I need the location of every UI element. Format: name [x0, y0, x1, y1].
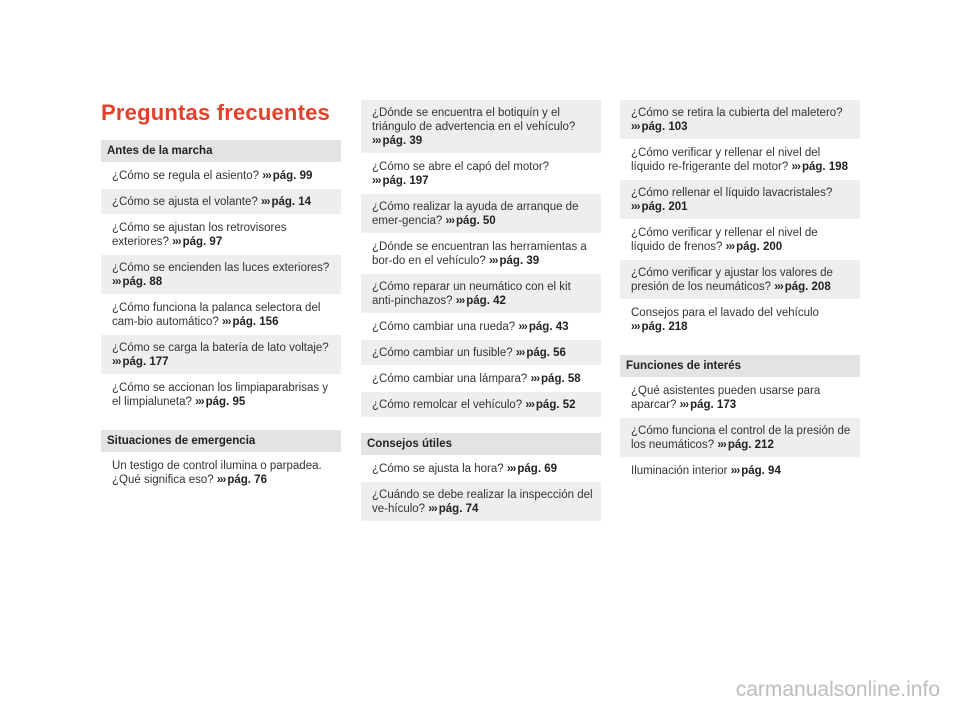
page-reference: pág. 208 — [784, 281, 831, 293]
reference-arrow-icon: ››› — [428, 503, 437, 515]
page-reference-link[interactable] — [195, 396, 245, 408]
faq-section — [361, 100, 601, 417]
faq-item[interactable] — [101, 295, 341, 334]
page-reference-link[interactable] — [372, 175, 429, 187]
faq-section — [101, 140, 341, 414]
page-reference-link[interactable] — [680, 399, 737, 411]
faq-question: ¿Cómo cambiar una lámpara? — [372, 373, 528, 385]
faq-item[interactable] — [361, 340, 601, 365]
page-reference: pág. 173 — [690, 399, 737, 411]
page-reference: pág. 52 — [535, 399, 576, 411]
reference-arrow-icon: ››› — [774, 281, 783, 293]
section-heading: Funciones de interés — [620, 355, 860, 377]
faq-question: ¿Cómo rellenar el líquido lavacristales? — [631, 187, 833, 199]
section-heading: Consejos útiles — [361, 433, 601, 455]
page-reference-link[interactable] — [172, 236, 222, 248]
page-reference: pág. 74 — [438, 503, 479, 515]
reference-arrow-icon: ››› — [679, 399, 689, 411]
faq-question: Consejos para el lavado del vehículo — [631, 307, 819, 319]
faq-item[interactable] — [101, 453, 341, 492]
faq-item[interactable] — [620, 300, 860, 339]
faq-item[interactable] — [361, 482, 601, 521]
faq-question: ¿Cuándo se debe realizar la inspección del ve-hículo? — [372, 489, 593, 515]
faq-question: ¿Dónde se encuentra el botiquín y el triángulo de advertencia en el vehículo? — [372, 107, 576, 133]
faq-question: ¿Cómo cambiar un fusible? — [372, 347, 513, 359]
faq-question: ¿Cómo verificar y rellenar el nivel de líquido de frenos? — [631, 227, 818, 253]
faq-question: ¿Cómo verificar y rellenar el nivel del líquido re-frigerante del motor? — [631, 147, 821, 173]
faq-item[interactable] — [361, 456, 601, 481]
page-reference: pág. 50 — [456, 215, 496, 227]
page-reference-link[interactable] — [112, 356, 169, 368]
faq-section — [101, 430, 341, 492]
faq-item[interactable] — [620, 220, 860, 259]
reference-arrow-icon: ››› — [195, 396, 204, 408]
page-reference: pág. 201 — [641, 201, 688, 213]
reference-arrow-icon: ››› — [791, 161, 800, 173]
page-reference-link[interactable] — [217, 474, 267, 486]
reference-arrow-icon: ››› — [631, 201, 640, 213]
reference-arrow-icon: ››› — [515, 347, 525, 359]
reference-arrow-icon: ››› — [172, 236, 181, 248]
faq-question: ¿Qué asistentes pueden usarse para aparcar? — [631, 385, 821, 411]
page-reference: pág. 200 — [736, 241, 783, 253]
faq-question: ¿Dónde se encuentran las herramientas a bor-do en el vehículo? — [372, 241, 587, 267]
reference-arrow-icon: ››› — [372, 175, 381, 187]
reference-arrow-icon: ››› — [216, 474, 226, 486]
page-reference: pág. 97 — [182, 236, 223, 248]
page-reference: pág. 39 — [499, 255, 540, 267]
faq-section — [361, 433, 601, 521]
reference-arrow-icon: ››› — [372, 135, 381, 147]
faq-item[interactable] — [361, 392, 601, 417]
faq-item[interactable] — [361, 366, 601, 391]
reference-arrow-icon: ››› — [489, 255, 498, 267]
page-reference-link[interactable] — [456, 295, 506, 307]
section-heading: Situaciones de emergencia — [101, 430, 341, 452]
faq-question: ¿Cómo se accionan los limpiaparabrisas y el limpialuneta? — [112, 382, 329, 408]
page-reference: pág. 94 — [741, 465, 781, 477]
page-reference: pág. 88 — [122, 276, 163, 288]
page-reference: pág. 218 — [641, 321, 688, 333]
faq-item[interactable] — [101, 255, 341, 294]
faq-question: ¿Cómo funciona la palanca selectora del cam-bio automático? — [112, 302, 321, 328]
page-reference: pág. 76 — [227, 474, 267, 486]
page-reference-link[interactable] — [112, 276, 162, 288]
faq-question: ¿Cómo se regula el asiento? — [112, 170, 260, 182]
faq-column-1 — [101, 140, 341, 508]
reference-arrow-icon: ››› — [717, 439, 726, 451]
reference-arrow-icon: ››› — [525, 399, 534, 411]
faq-question: ¿Cómo funciona el control de la presión de los neumáticos? — [631, 425, 851, 451]
reference-arrow-icon: ››› — [631, 121, 640, 133]
page-reference-link[interactable] — [717, 439, 774, 451]
faq-question: ¿Cómo se ajusta el volante? — [112, 196, 258, 208]
faq-item[interactable] — [361, 194, 601, 233]
page-reference-link[interactable] — [428, 503, 478, 515]
reference-arrow-icon: ››› — [631, 321, 640, 333]
reference-arrow-icon: ››› — [445, 215, 455, 227]
faq-section — [620, 355, 860, 483]
faq-question: ¿Cómo reparar un neumático con el kit anti-pinchazos? — [372, 281, 571, 307]
page-title: Preguntas frecuentes — [101, 100, 330, 125]
faq-item[interactable] — [620, 418, 860, 457]
faq-item[interactable] — [361, 154, 601, 193]
faq-item[interactable] — [101, 335, 341, 374]
page-reference-link[interactable] — [731, 465, 781, 477]
faq-question: ¿Cómo cambiar una rueda? — [372, 321, 516, 333]
page-reference-link[interactable] — [518, 321, 568, 333]
faq-question: ¿Cómo se ajustan los retrovisores exteriores? — [112, 222, 287, 248]
faq-section — [620, 100, 860, 339]
page-reference-link[interactable] — [507, 463, 557, 475]
page-reference-link[interactable] — [726, 241, 783, 253]
page-reference: pág. 56 — [526, 347, 566, 359]
page-reference: pág. 103 — [641, 121, 688, 133]
reference-arrow-icon: ››› — [506, 463, 516, 475]
faq-question: Iluminación interior — [631, 465, 728, 477]
page-reference: pág. 212 — [727, 439, 774, 451]
watermark: carmanualsonline.info — [735, 678, 940, 701]
faq-question: ¿Cómo se carga la batería de lato voltaje? — [112, 342, 329, 354]
faq-item[interactable] — [361, 234, 601, 273]
page-reference-link[interactable] — [262, 170, 312, 182]
faq-item[interactable] — [361, 274, 601, 313]
page-reference: pág. 95 — [205, 396, 246, 408]
faq-column-3 — [620, 100, 860, 499]
page-reference: pág. 43 — [528, 321, 569, 333]
page-reference-link[interactable] — [446, 215, 496, 227]
page-reference: pág. 69 — [517, 463, 558, 475]
faq-column-2 — [361, 100, 601, 537]
page-reference: pág. 99 — [272, 170, 313, 182]
faq-item[interactable] — [101, 189, 341, 214]
reference-arrow-icon: ››› — [455, 295, 465, 307]
faq-question: ¿Cómo realizar la ayuda de arranque de emer-gencia? — [372, 201, 579, 227]
page-reference: pág. 42 — [466, 295, 506, 307]
page-reference-link[interactable] — [516, 347, 566, 359]
faq-question: ¿Cómo se encienden las luces exteriores? — [112, 262, 330, 274]
page-reference-link[interactable] — [261, 196, 311, 208]
page-reference-link[interactable] — [631, 121, 688, 133]
page-reference: pág. 197 — [382, 175, 429, 187]
page-reference-link[interactable] — [222, 316, 279, 328]
faq-item[interactable] — [620, 100, 860, 139]
page-reference-link[interactable] — [791, 161, 848, 173]
reference-arrow-icon: ››› — [260, 196, 270, 208]
reference-arrow-icon: ››› — [221, 316, 231, 328]
page-reference: pág. 58 — [541, 373, 581, 385]
faq-item[interactable] — [620, 458, 860, 483]
page-reference-link[interactable] — [489, 255, 539, 267]
page-reference-link[interactable] — [774, 281, 831, 293]
page-reference-link[interactable] — [631, 321, 688, 333]
reference-arrow-icon: ››› — [262, 170, 271, 182]
faq-question: ¿Cómo se retira la cubierta del maletero? — [631, 107, 843, 119]
faq-question: ¿Cómo se ajusta la hora? — [372, 463, 504, 475]
page-reference-link[interactable] — [525, 399, 575, 411]
faq-item[interactable] — [101, 215, 341, 254]
page-reference: pág. 39 — [382, 135, 423, 147]
faq-item[interactable] — [101, 163, 341, 188]
faq-question: Un testigo de control ilumina o parpadea. ¿Qué significa eso? — [112, 460, 322, 486]
reference-arrow-icon: ››› — [725, 241, 735, 253]
page-reference: pág. 177 — [122, 356, 169, 368]
reference-arrow-icon: ››› — [112, 276, 121, 288]
reference-arrow-icon: ››› — [518, 321, 527, 333]
faq-item[interactable] — [620, 180, 860, 219]
page-reference-link[interactable] — [631, 201, 688, 213]
faq-item[interactable] — [361, 314, 601, 339]
page-reference-link[interactable] — [531, 373, 581, 385]
faq-item[interactable] — [620, 260, 860, 299]
page-reference: pág. 14 — [271, 196, 312, 208]
faq-item[interactable] — [361, 100, 601, 153]
reference-arrow-icon: ››› — [730, 465, 740, 477]
page-reference: pág. 156 — [232, 316, 279, 328]
reference-arrow-icon: ››› — [112, 356, 121, 368]
faq-item[interactable] — [101, 375, 341, 414]
faq-question: ¿Cómo se abre el capó del motor? — [372, 161, 550, 173]
faq-question: ¿Cómo verificar y ajustar los valores de presión de los neumáticos? — [631, 267, 833, 293]
faq-question: ¿Cómo remolcar el vehículo? — [372, 399, 523, 411]
page-reference-link[interactable] — [372, 135, 422, 147]
faq-item[interactable] — [620, 378, 860, 417]
page-reference: pág. 198 — [801, 161, 848, 173]
faq-item[interactable] — [620, 140, 860, 179]
section-heading: Antes de la marcha — [101, 140, 341, 162]
reference-arrow-icon: ››› — [530, 373, 540, 385]
